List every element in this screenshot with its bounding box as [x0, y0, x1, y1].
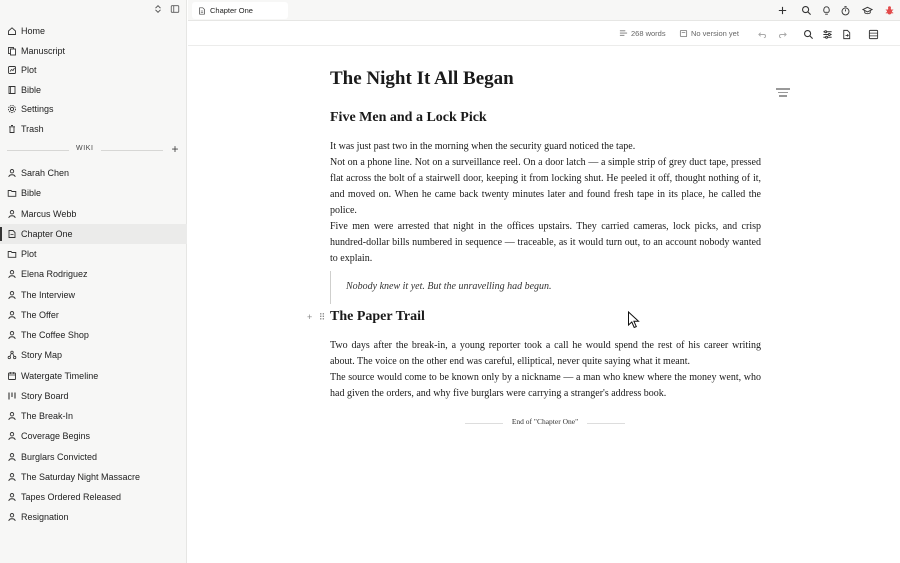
person-icon	[7, 512, 17, 522]
mouse-cursor-icon	[627, 311, 641, 329]
lightbulb-icon[interactable]	[820, 4, 832, 16]
book-icon	[7, 85, 17, 95]
paragraph[interactable]: Two days after the break-in, a young reporter took a call he would spend the rest of his career writing about. The voice on the other end was careful, elliptical, never quite saying what it meant.	[330, 340, 761, 368]
heading-paper-trail[interactable]: The Paper Trail	[330, 309, 425, 324]
blockquote[interactable]: Nobody knew it yet. But the unravelling had begun.	[330, 271, 761, 304]
sidebar-item-settings[interactable]	[0, 99, 187, 119]
timer-icon[interactable]	[839, 4, 851, 16]
sort-toggle-icon[interactable]	[152, 4, 164, 16]
map-icon	[7, 350, 17, 360]
sidebar-item-trash[interactable]	[0, 119, 187, 139]
person-icon	[7, 492, 17, 502]
person-icon	[7, 431, 17, 441]
block-controls[interactable]	[307, 312, 325, 323]
home-icon	[7, 26, 17, 36]
wiki-item-resignation[interactable]	[0, 507, 187, 527]
gear-icon	[7, 104, 17, 114]
sidebar-item-label: Chapter One	[21, 228, 73, 239]
drag-handle-icon[interactable]: ⠿	[318, 312, 326, 322]
wiki-item-watergate-timeline[interactable]	[0, 366, 187, 386]
sidebar-item-label: The Offer	[21, 309, 59, 320]
sidebar-item-label: Plot	[21, 65, 37, 75]
word-count-label: 268 words	[631, 29, 666, 38]
manuscript-icon	[7, 46, 17, 56]
person-icon	[7, 411, 17, 421]
find-icon[interactable]	[802, 28, 814, 40]
person-icon	[7, 472, 17, 482]
sidebar-item-label: The Coffee Shop	[21, 330, 89, 340]
sidebar-item-label: Trash	[21, 123, 44, 134]
wiki-section-header	[0, 142, 187, 158]
paragraph[interactable]: Not on a phone line. Not on a surveillance reel. On a door latch — a simple strip of grey duct tape, pressed flat across the bolt of a stairwell door, keeping it from locking shut. He peeled it off, thought nothing of it, and moved on. When he came back twenty minutes later and found fresh tape in its place, he called the police.	[330, 157, 761, 217]
wiki-item-the-break-in[interactable]	[0, 406, 187, 426]
sidebar-header	[0, 0, 187, 21]
sidebar-item-label: Coverage Begins	[21, 431, 91, 442]
sidebar-item-manuscript[interactable]	[0, 41, 187, 61]
end-marker-label: End of "Chapter One"	[511, 417, 579, 426]
wiki-item-the-interview[interactable]	[0, 285, 187, 305]
person-icon	[7, 269, 17, 279]
chapter-icon	[7, 229, 17, 239]
divider	[101, 150, 163, 151]
sidebar-item-label: Settings	[21, 104, 54, 114]
sidebar	[0, 0, 187, 563]
tab-bar	[188, 0, 900, 21]
wiki-item-the-coffee-shop[interactable]	[0, 325, 187, 345]
version-icon	[679, 29, 688, 38]
sidebar-item-label: The Interview	[21, 289, 76, 300]
wiki-item-elena-rodriguez[interactable]	[0, 264, 187, 284]
new-tab-button[interactable]	[776, 4, 788, 16]
sidebar-item-home[interactable]	[0, 21, 187, 41]
wiki-item-burglars-convicted[interactable]	[0, 447, 187, 467]
calendar-icon	[7, 371, 17, 381]
wiki-item-plot[interactable]	[0, 244, 187, 264]
bug-icon[interactable]	[883, 4, 895, 16]
sidebar-item-label: Story Map	[21, 350, 63, 361]
sidebar-item-label: The Saturday Night Massacre	[21, 471, 141, 482]
wiki-item-chapter-one[interactable]	[0, 224, 187, 244]
wiki-item-coverage-begins[interactable]	[0, 426, 187, 446]
tab-chapter-one[interactable]	[192, 2, 288, 19]
sidebar-item-plot[interactable]	[0, 60, 187, 80]
sidebar-item-label: Plot	[21, 249, 37, 259]
board-icon	[7, 391, 17, 401]
person-icon	[7, 168, 17, 178]
divider	[587, 423, 625, 424]
sidebar-item-label: Bible	[21, 188, 42, 199]
person-icon	[7, 310, 17, 320]
document-title[interactable]: The Night It All Began	[330, 68, 514, 89]
sliders-icon[interactable]	[821, 28, 833, 40]
paragraph[interactable]: The source would come to be known only by a nickname — a man who knew where the money went, who had given the orders, and why five burglars were carrying a stranger's address book.	[330, 372, 761, 400]
document-icon	[198, 7, 206, 15]
sidebar-item-label: Bible	[21, 84, 42, 95]
tab-label: Chapter One	[210, 6, 253, 15]
wiki-item-sarah-chen[interactable]	[0, 163, 187, 183]
sidebar-item-label: Home	[21, 26, 46, 36]
sidebar-item-label: Tapes Ordered Released	[21, 492, 122, 502]
wiki-item-story-map[interactable]	[0, 345, 187, 365]
sidebar-item-label: The Break-In	[21, 411, 74, 421]
sidebar-collapse-icon[interactable]	[169, 4, 181, 16]
sidebar-item-label: Elena Rodriguez	[21, 269, 88, 280]
word-count	[619, 29, 666, 38]
text-lines-icon	[619, 29, 628, 38]
redo-icon[interactable]	[776, 28, 788, 40]
sidebar-item-label: Marcus Webb	[21, 208, 77, 219]
person-icon	[7, 452, 17, 462]
heading-five-men[interactable]: Five Men and a Lock Pick	[330, 110, 487, 125]
wiki-item-the-offer[interactable]	[0, 305, 187, 325]
person-icon	[7, 290, 17, 300]
wiki-item-marcus-webb[interactable]	[0, 204, 187, 224]
outline-minimap-icon[interactable]	[776, 88, 790, 100]
folder-icon	[7, 188, 17, 198]
undo-icon[interactable]	[756, 28, 768, 40]
end-of-document-marker	[465, 417, 625, 429]
folder-icon	[7, 249, 17, 259]
wiki-item-the-saturday-night-massacre[interactable]	[0, 467, 187, 487]
sidebar-item-label: Manuscript	[21, 45, 66, 56]
wiki-item-story-board[interactable]	[0, 386, 187, 406]
search-icon[interactable]	[800, 4, 812, 16]
trash-icon	[7, 124, 17, 134]
wiki-item-bible[interactable]	[0, 183, 187, 203]
panel-toggle-icon[interactable]	[867, 28, 879, 40]
sidebar-item-label: Watergate Timeline	[21, 370, 99, 381]
wiki-label: WIKI	[76, 145, 94, 152]
add-wiki-page-button[interactable]: +	[171, 142, 179, 156]
add-block-icon[interactable]: +	[307, 312, 313, 322]
plot-icon	[7, 65, 17, 75]
paragraph[interactable]: Five men were arrested that night in the offices upstairs. They carried cameras, lock picks, and crisp hundred-dollar bills numbered in sequence — traceable, as it would turn out, to an account nobody wanted to explain.	[330, 221, 761, 265]
person-icon	[7, 330, 17, 340]
sidebar-item-label: Story Board	[21, 390, 69, 401]
sidebar-item-label: Sarah Chen	[21, 168, 70, 178]
sidebar-item-label: Burglars Convicted	[21, 451, 98, 462]
sidebar-item-label: Resignation	[21, 512, 69, 523]
graduation-cap-icon[interactable]	[861, 4, 873, 16]
person-icon	[7, 209, 17, 219]
editor-toolbar	[188, 22, 900, 46]
sidebar-item-bible[interactable]	[0, 80, 187, 100]
version-status[interactable]	[679, 29, 739, 38]
wiki-item-tapes-ordered-released[interactable]	[0, 487, 187, 507]
version-label: No version yet	[691, 29, 739, 38]
paragraph[interactable]: It was just past two in the morning when the security guard noticed the tape.	[330, 141, 636, 152]
divider	[7, 150, 69, 151]
export-icon[interactable]	[840, 28, 852, 40]
